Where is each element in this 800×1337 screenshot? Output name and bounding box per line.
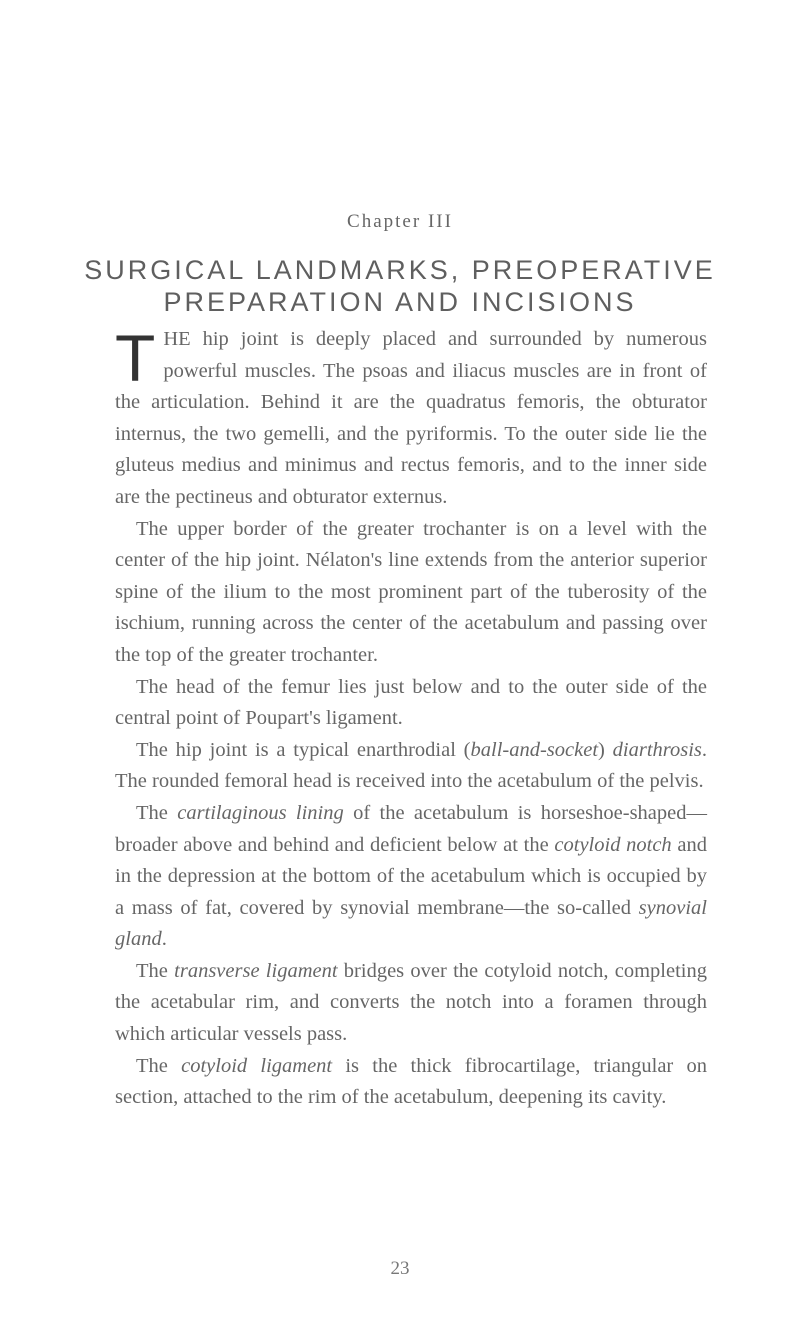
- italic-term: transverse ligament: [174, 959, 338, 982]
- text-run: The hip joint is a typical enarthrodial (: [136, 738, 471, 761]
- paragraph-1-text: HE hip joint is deeply placed and surrounded by numerous powerful muscles. The psoas and iliacus muscles are in front of the articulation. Behind it are the quadratus femoris, the obturator internus, the two gemelli, and the pyriformis. To the outer side lie the gluteus medius and minimus and rectus femoris, and to the inner side are the pectineus and obturator externus.: [115, 328, 707, 508]
- text-run: of the acetabulum is horseshoe-shaped—broader above and behind and deficient below at the: [115, 801, 707, 856]
- chapter-heading: Chapter III: [347, 211, 453, 232]
- text-run: .: [161, 928, 167, 951]
- chapter-title-line-2: PREPARATION AND INCISIONS: [163, 287, 637, 317]
- italic-term: cotyloid notch: [554, 833, 672, 856]
- italic-term: diarthrosis: [612, 738, 702, 761]
- page-number: 23: [390, 1258, 410, 1279]
- drop-cap: T: [115, 321, 156, 395]
- paragraph-2: The upper border of the greater trochanter is on a level with the center of the hip joint. Nélaton's line extends from the anterior superior spine of the ilium to the most prominent part of the tuberosity of the ischium, running across the center of the acetabulum and passing over the top of the greater trochanter.: [115, 517, 707, 666]
- body-text: [115, 321, 708, 1114]
- italic-term: cotyloid ligament: [181, 1054, 333, 1077]
- text-run: The: [136, 959, 175, 982]
- text-run: and in the depression at the bottom of the acetabulum which is occupied by a mass of fat, covered by synovial membrane—the so-called: [115, 833, 707, 919]
- chapter-title-line-1: SURGICAL LANDMARKS, PREOPERATIVE: [84, 255, 716, 285]
- paragraph-1: [115, 321, 707, 514]
- paragraph-4: [115, 735, 707, 798]
- italic-term: ball-and-socket: [470, 738, 599, 761]
- text-run: is the thick fibrocartilage, triangular on section, attached to the rim of the acetabulum, deepening its cavity.: [115, 1054, 707, 1109]
- text-run: . The rounded femoral head is received into the acetabulum of the pelvis.: [115, 738, 708, 793]
- text-run: The: [136, 1054, 182, 1077]
- paragraph-7: [115, 1051, 707, 1114]
- italic-term: synovial gland: [115, 896, 707, 951]
- text-run: The: [136, 801, 178, 824]
- paragraph-3: The head of the femur lies just below and to the outer side of the central point of Poupart's ligament.: [115, 675, 707, 730]
- text-run: bridges over the cotyloid notch, completing the acetabular rim, and converts the notch into a foramen through which articular vessels pass.: [115, 959, 707, 1046]
- chapter-title: [0, 254, 800, 318]
- paragraph-5: [115, 798, 707, 956]
- text-run: ): [598, 738, 613, 761]
- italic-term: cartilaginous lining: [177, 801, 344, 824]
- paragraph-6: [115, 956, 707, 1051]
